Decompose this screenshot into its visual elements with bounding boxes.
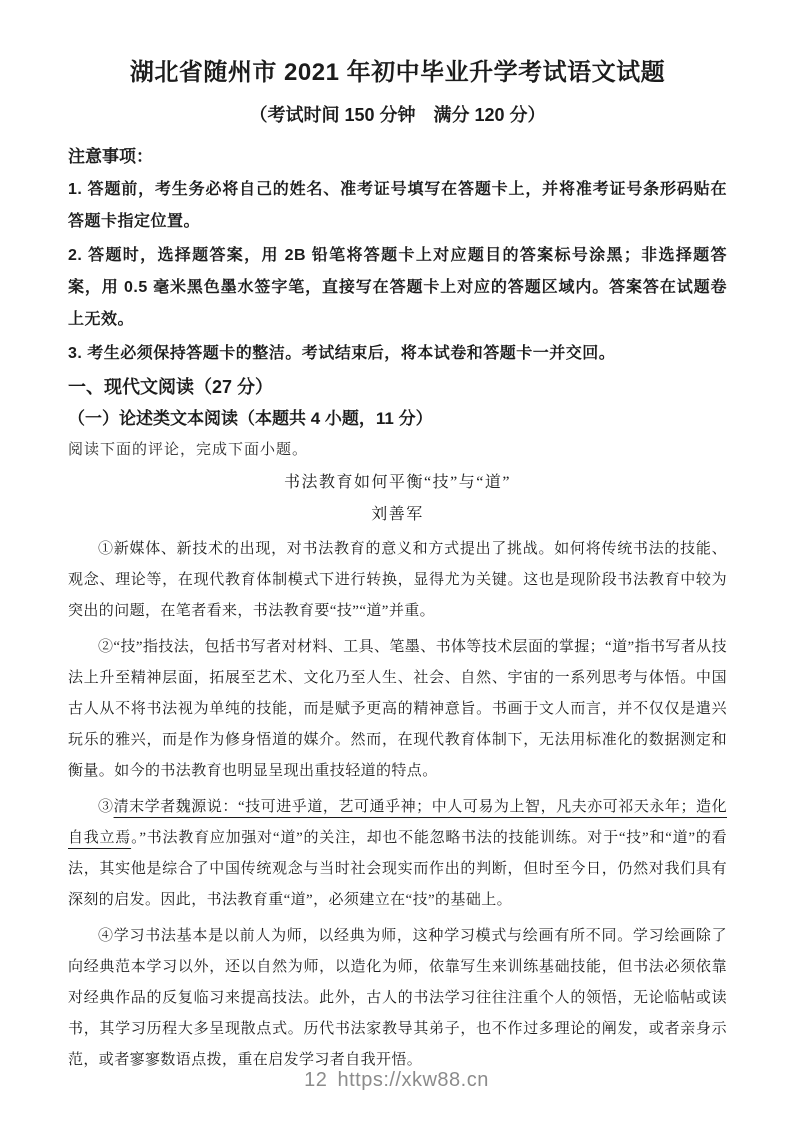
- subsection-heading-argumentative-reading: （一）论述类文本阅读（本题共 4 小题，11 分）: [68, 409, 433, 428]
- notice-item-3: 3. 考生必须保持答题卡的整洁。考试结束后，将本试卷和答题卡一并交回。: [68, 345, 616, 362]
- notice-heading: 注意事项：: [68, 147, 153, 166]
- exam-time-score-info: （考试时间 150 分钟 满分 120 分）: [249, 105, 546, 125]
- article-paragraph-1: ①新媒体、新技术的出现，对书法教育的意义和方式提出了挑战。如何将传统书法的技能、观念、理论等，在现代教育体制模式下进行转换，显得尤为关键。这也是现阶段书法教育中较为突出的问题，在笔者看来，书法教育要“技”“道”并重。: [68, 541, 727, 619]
- article-author: 刘善军: [371, 506, 424, 523]
- footer-url: https://xkw88.cn: [337, 1069, 489, 1091]
- section-heading-modern-reading: 一、现代文阅读（27 分）: [68, 377, 274, 397]
- article-title: 书法教育如何平衡“技”与“道”: [284, 474, 511, 491]
- page-number: 12: [304, 1069, 334, 1091]
- article-paragraph-2: ②“技”指技法，包括书写者对材料、工具、笔墨、书体等技术层面的掌握；“道”指书写者从技法上升至精神层面，拓展至艺术、文化乃至人生、社会、自然、宇宙的一系列思考与体悟。中国古人从不将书法视为单纯的技能，而是赋予更高的精神意旨。书画于文人而言，并不仅仅是遣兴玩乐的雅兴，而是作为修身悟道的媒介。然而，在现代教育体制下，无法用标准化的数据测定和衡量。如今的书法教育也明显呈现出重技轻道的特点。: [68, 639, 727, 779]
- article-paragraph-4: ④学习书法基本是以前人为师，以经典为师，这种学习模式与绘画有所不同。学习绘画除了向经典范本学习以外，还以自然为师，以造化为师，依靠写生来训练基础技能，但书法必须依靠对经典作品的反复临习来提高技法。此外，古人的书法学习往往注重个人的领悟，无论临帖或读书，其学习历程大多呈现散点式。历代书法家教导其弟子，也不作过多理论的阐发，或者亲身示范，或者寥寥数语点拨，重在启发学习者自我开悟。: [68, 928, 727, 1068]
- paragraph-3-underlined-quote: 清末学者魏源说：“技可进乎道，艺可通乎神；中人可易为上智，凡夫亦可祁天永年；造化自我立焉: [68, 799, 727, 846]
- paragraph-3-rest: 。”书法教育应加强对“道”的关注，却也不能忽略书法的技能训练。对于“技”和“道”的看法，其实他是综合了中国传统观念与当时社会现实而作出的判断，但时至今日，仍然对我们具有深刻的启发。因此，书法教育重“道”，必须建立在“技”的基础上。: [68, 830, 727, 908]
- notice-item-2: 2. 答题时，选择题答案，用 2B 铅笔将答题卡上对应题目的答案标号涂黑；非选择题答案，用 0.5 毫米黑色墨水签字笔，直接写在答题卡上对应的答题区域内。答案答在试题卷上无效。: [68, 247, 727, 328]
- paragraph-3-number: ③: [98, 799, 114, 815]
- reading-instruction: 阅读下面的评论，完成下面小题。: [68, 442, 309, 458]
- page-title: 湖北省随州市 2021 年初中毕业升学考试语文试题: [129, 59, 666, 86]
- page-footer: [0, 1069, 793, 1092]
- notice-item-1: 1. 答题前，考生务必将自己的姓名、准考证号填写在答题卡上，并将准考证号条形码贴在答题卡指定位置。: [68, 181, 727, 230]
- article-paragraph-3: [68, 792, 727, 916]
